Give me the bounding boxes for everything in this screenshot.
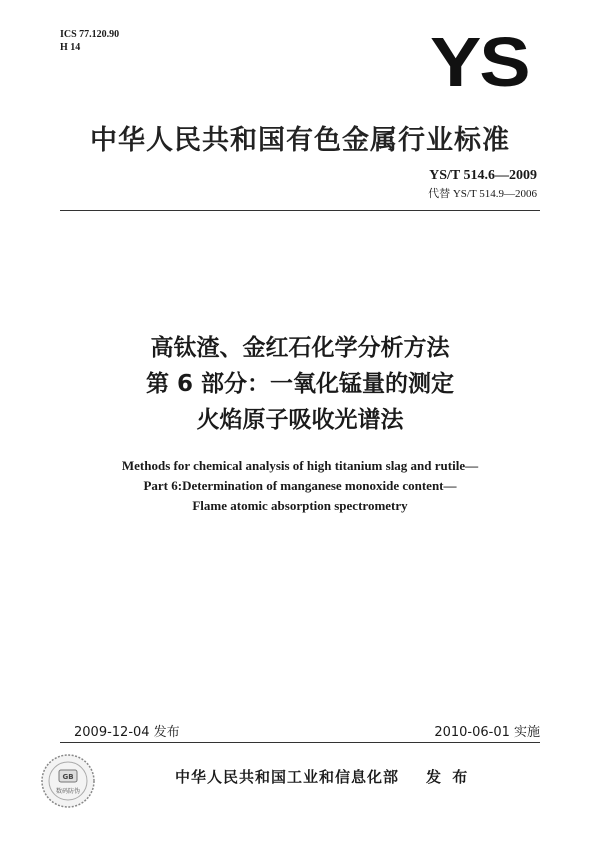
issue-date: 2009-12-04 发布 [74,725,180,740]
header-divider [60,210,540,211]
english-title-line-3: Flame atomic absorption spectrometry [192,498,408,513]
issuing-authority: 中华人民共和国工业和信息化部 [175,768,400,786]
replaces-standard: 代替 YS/T 514.9—2006 [428,188,537,200]
ys-logo: YS [429,23,528,101]
standard-number-block [428,168,537,201]
classification-codes [60,28,119,54]
svg-text:GB: GB [62,773,74,781]
chinese-title-line-1: 高钛渣、金红石化学分析方法 [150,335,450,361]
english-title-line-2: Part 6:Determination of manganese monoxide content— [143,478,457,493]
industry-standard-name: 中华人民共和国有色金属行业标准 [90,125,510,156]
english-title [0,456,600,516]
anti-counterfeit-seal [40,753,96,809]
seal-icon [40,753,96,809]
footer-divider [60,742,540,743]
ics-code: ICS 77.120.90 [60,29,120,40]
issue-word: 发 布 [426,768,471,786]
implementation-date: 2010-06-01 实施 [434,725,540,740]
standard-number: YS/T 514.6—2009 [429,168,537,183]
ccs-code: H 14 [60,42,81,53]
chinese-title [0,330,600,438]
seal-text: 数码防伪 [55,788,81,795]
chinese-title-line-2: 第 6 部分：一氧化锰量的测定 [145,371,455,397]
english-title-line-1: Methods for chemical analysis of high titanium slag and rutile— [121,458,479,473]
chinese-title-line-3: 火焰原子吸收光谱法 [196,407,404,433]
